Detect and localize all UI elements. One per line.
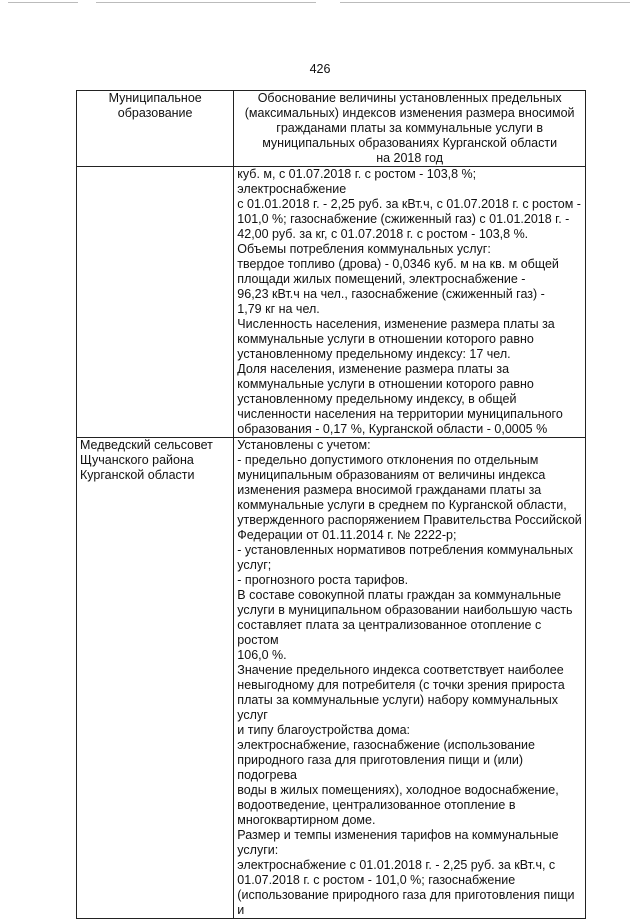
scan-artifact-line (96, 2, 316, 3)
header-justification: Обоснование величины установленных предельных (максимальных) индексов изменения размера вносимой гражданами платы за коммунальные услуги в муниципальных образованиях Курганской области на 2018 год (234, 91, 586, 167)
scan-artifact-line (340, 2, 630, 3)
justification-table (76, 90, 586, 919)
municipality-cell (77, 167, 234, 438)
justification-cell: куб. м, с 01.07.2018 г. с ростом - 103,8 %; электроснабжение с 01.01.2018 г. - 2,25 руб. за кВт.ч, с 01.07.2018 г. с ростом - 101,0 %; газоснабжение (сжиженный газ) с 01.01.2018 г. - 42,00 руб. за кг, с 01.07.2018 г. с ростом - 103,8 %. Объемы потребления коммунальных услуг: твердое топливо (дрова) - 0,0346 куб. м на кв. м общей площади жилых помещений, электроснабжение - 96,23 кВт.ч на чел., газоснабжение (сжиженный газ) - 1,79 кг на чел. Численность населения, изменение размера платы за коммунальные услуги в отношении которого равно установленному предельному индексу: 17 чел. Доля населения, изменение размера платы за коммунальные услуги в отношении которого равно установленному предельному индексу, в общей численности населения на территории муниципального образования - 0,17 %, Курганской области - 0,0005 % (234, 167, 586, 438)
header-municipality: Муниципальное образование (77, 91, 234, 167)
scan-artifact-line (8, 2, 78, 3)
table-row (77, 438, 586, 919)
table-header-row (77, 91, 586, 167)
table-row (77, 167, 586, 438)
justification-cell: Установлены с учетом: - предельно допустимого отклонения по отдельным муниципальным образованиям от величины индекса изменения размера вносимой гражданами платы за коммунальные услуги в среднем по Курганской области, утвержденного распоряжением Правительства Российской Федерации от 01.11.2014 г. № 2222-р; - установленных нормативов потребления коммунальных услуг; - прогнозного роста тарифов. В составе совокупной платы граждан за коммунальные услуги в муниципальном образовании наибольшую часть составляет плата за централизованное отопление с ростом 106,0 %. Значение предельного индекса соответствует наиболее невыгодному для потребителя (с точки зрения прироста платы за коммунальные услуги) набору коммунальных услуг и типу благоустройства дома: электроснабжение, газоснабжение (использование природного газа для приготовления пищи и (или) подогрева воды в жилых помещениях), холодное водоснабжение, водоотведение, централизованное отопление в многоквартирном доме. Размер и темпы изменения тарифов на коммунальные услуги: электроснабжение с 01.01.2018 г. - 2,25 руб. за кВт.ч, с 01.07.2018 г. с ростом - 101,0 %; газоснабжение (использование природного газа для приготовления пищи и (234, 438, 586, 919)
municipality-cell: Медведский сельсовет Щучанского района Курганской области (77, 438, 234, 919)
page-number: 426 (309, 62, 331, 76)
